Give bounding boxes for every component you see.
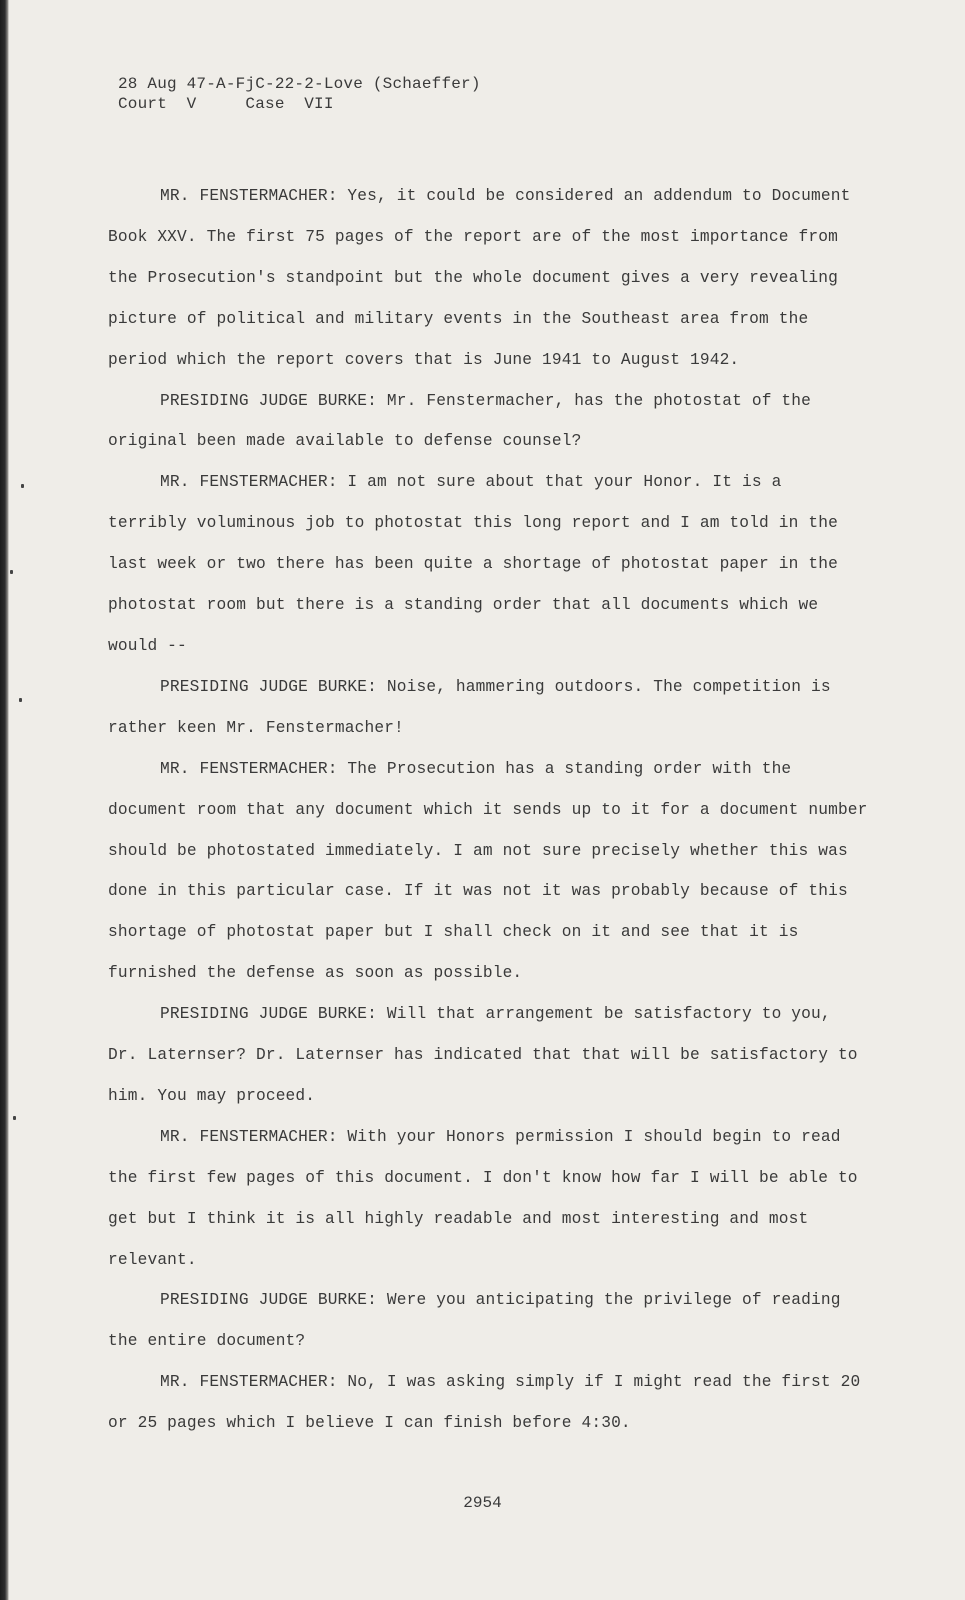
scan-speck (19, 698, 22, 702)
document-header (118, 74, 481, 114)
transcript-paragraph: MR. FENSTERMACHER: No, I was asking simply if I might read the first 20 or 25 pages which I believe I can finish before 4:30. (108, 1373, 861, 1433)
transcript-paragraph: PRESIDING JUDGE BURKE: Will that arrangement be satisfactory to you, Dr. Laternser? Dr. Laternser has indicated that that will be satisfactory to him. You may proceed. (108, 1005, 858, 1105)
scanned-binding-edge (0, 0, 9, 1600)
page-number: 2954 (463, 1494, 502, 1512)
transcript-paragraph: PRESIDING JUDGE BURKE: Mr. Fenstermacher, has the photostat of the original been made available to defense counsel? (108, 391, 812, 451)
transcript-paragraph: MR. FENSTERMACHER: With your Honors permission I should begin to read the first few pages of this document. I don't know how far I will be able to get but I think it is all highly readable and most interesting and most relevant. (108, 1127, 858, 1269)
transcript-paragraph: PRESIDING JUDGE BURKE: Were you anticipating the privilege of reading the entire document? (108, 1291, 841, 1351)
transcript-paragraph: PRESIDING JUDGE BURKE: Noise, hammering outdoors. The competition is rather keen Mr. Fenstermacher! (108, 677, 831, 737)
transcript-paragraph: MR. FENSTERMACHER: I am not sure about that your Honor. It is a terribly voluminous job to photostat this long report and I am told in the last week or two there has been quite a shortage of photostat paper in the photostat room but there is a standing order that all documents which we would -- (108, 473, 838, 655)
scan-speck (10, 570, 13, 574)
header-court-case-line: Court V Case VII (118, 95, 334, 113)
header-reference-line: 28 Aug 47-A-FjC-22-2-Love (Schaeffer) (118, 75, 481, 93)
transcript-paragraph: MR. FENSTERMACHER: Yes, it could be considered an addendum to Document Book XXV. The first 75 pages of the report are of the most importance from the Prosecution's standpoint but the whole document gives a very revealing picture of political and military events in the Southeast area from the period which the report covers that is June 1941 to August 1942. (108, 187, 851, 369)
scan-speck (13, 1116, 16, 1120)
scan-speck (21, 484, 24, 488)
transcript-paragraph: MR. FENSTERMACHER: The Prosecution has a standing order with the document room that any document which it sends up to it for a document number should be photostated immediately. I am not sure precisely whether this was done in this particular case. If it was not it was probably because of this shortage of photostat paper but I shall check on it and see that it is furnished the defense as soon as possible. (108, 759, 868, 983)
transcript-body (108, 176, 868, 1444)
